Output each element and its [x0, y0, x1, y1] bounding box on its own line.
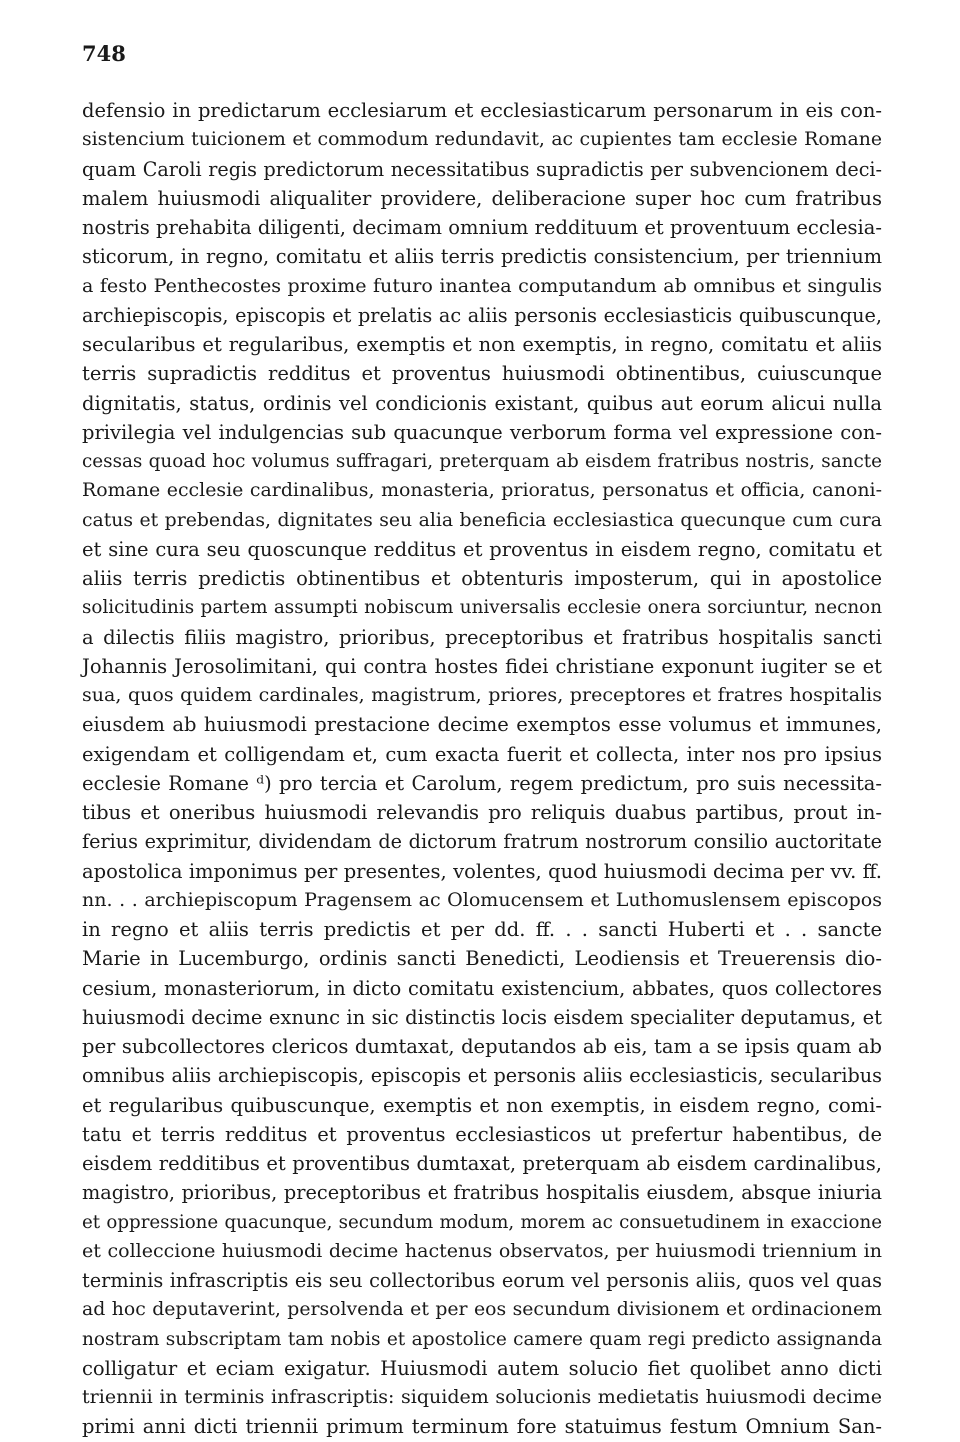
text-line: dignitatis, status, ordinis vel condicionis existant, quibus aut eorum alicui nulla [82, 391, 882, 415]
text-line: apostolica imponimus per presentes, volentes, quod huiusmodi decima per vv. ff. [82, 859, 882, 883]
text-line: sua, quos quidem cardinales, magistrum, priores, preceptores et fratres hospitalis [82, 684, 882, 706]
text-line: a dilectis filiis magistro, prioribus, preceptoribus et fratribus hospitalis sancti [82, 625, 882, 649]
text-line: cesium, monasteriorum, in dicto comitatu existencium, abbates, quos collectores [82, 976, 882, 1000]
text-line: et sine cura seu quoscunque redditus et proventus in eisdem regno, comitatu et [82, 537, 882, 561]
text-line: eiusdem ab huiusmodi prestacione decime exemptos esse volumus et immunes, [82, 713, 882, 737]
text-line: ecclesie Romane ᵈ) pro tercia et Carolum, regem predictum, pro suis necessita- [82, 771, 882, 795]
text-line: et colleccione huiusmodi decime hactenus observatos, per huiusmodi triennium in [82, 1239, 882, 1262]
text-line: secularibus et regularibus, exemptis et non exemptis, in regno, comitatu et aliis [82, 333, 882, 356]
text-line: terminis infrascriptis eis seu collectoribus eorum vel personis aliis, quos vel quas [82, 1269, 882, 1292]
text-line: sistencium tuicionem et commodum redundavit, ac cupientes tam ecclesie Romane [82, 129, 882, 151]
text-line: exigendam et colligendam et, cum exacta fuerit et collecta, inter nos pro ipsius [82, 742, 882, 766]
text-line: archiepiscopis, episcopis et prelatis ac aliis personis ecclesiasticis quibuscunque, [82, 303, 882, 327]
text-line: in regno et aliis terris predictis et per dd. ff. . . sancti Huberti et . . sancte [82, 918, 882, 941]
text-line: et regularibus quibuscunque, exemptis et non exemptis, in eisdem regno, comi- [82, 1093, 882, 1117]
text-line: per subcollectores clericos dumtaxat, deputandos ab eis, tam a se ipsis quam ab [82, 1035, 882, 1058]
text-line: malem huiusmodi aliqualiter providere, deliberacione super hoc cum fratribus [82, 186, 882, 210]
text-line: aliis terris predictis obtinentibus et obtenturis imposterum, qui in apostolice [82, 567, 882, 590]
text-line: omnibus aliis archiepiscopis, episcopis et personis aliis ecclesiasticis, secularibus [82, 1064, 882, 1088]
text-line: Johannis Jerosolimitani, qui contra hostes fidei christiane exponunt iugiter se et [82, 654, 882, 678]
text-line: nn. . . archiepiscopum Pragensem ac Olomucensem et Luthomuslensem episcopos [82, 888, 882, 911]
text-line: ad hoc deputaverint, persolvenda et per eos secundum divisionem et ordinacionem [82, 1299, 882, 1321]
text-line: eisdem redditibus et proventibus dumtaxat, preterquam ab eisdem cardinalibus, [82, 1152, 882, 1175]
text-line: Romane ecclesie cardinalibus, monasteria, prioratus, personatus et officia, canoni- [82, 479, 882, 502]
text-line: a festo Penthecostes proxime futuro inantea computandum ab omnibus et singulis [82, 274, 882, 297]
text-line: tibus et oneribus huiusmodi relevandis pro reliquis duabus partibus, prout in- [82, 801, 882, 824]
text-line: ferius exprimitur, dividendam de dictorum fratrum nostrorum consilio auctoritate [82, 830, 882, 854]
body-text [82, 96, 882, 1442]
text-line: sticorum, in regno, comitatu et aliis terris predictis consistencium, per triennium [82, 245, 882, 269]
text-line: catus et prebendas, dignitates seu alia beneficia ecclesiastica quecunque cum cura [82, 509, 882, 531]
text-line: nostram subscriptam tam nobis et apostolice camere quam regi predicto assignanda [82, 1328, 882, 1350]
text-line: cessas quoad hoc volumus suffragari, preterquam ab eisdem fratribus nostris, sancte [82, 451, 882, 472]
text-line: Marie in Lucemburgo, ordinis sancti Benedicti, Leodiensis et Treuerensis dio- [82, 947, 882, 971]
text-line: triennii in terminis infrascriptis: siquidem solucionis medietatis huiusmodi decime [82, 1386, 882, 1408]
text-line: terris supradictis redditus et proventus huiusmodi obtinentibus, cuiuscunque [82, 362, 882, 386]
text-line: defensio in predictarum ecclesiarum et ecclesiasticarum personarum in eis con- [82, 99, 882, 122]
text-line: et oppressione quacunque, secundum modum, morem ac consuetudinem in exaccione [82, 1211, 882, 1233]
text-line: nostris prehabita diligenti, decimam omnium reddituum et proventuum ecclesia- [82, 216, 882, 239]
text-line: colligatur et eciam exigatur. Huiusmodi autem solucio fiet quolibet anno dicti [82, 1356, 882, 1380]
text-line: quam Caroli regis predictorum necessitatibus supradictis per subvencionem deci- [82, 157, 882, 181]
text-line: huiusmodi decime exnunc in sic distinctis locis eisdem specialiter deputamus, et [82, 1005, 882, 1029]
text-line: magistro, prioribus, preceptoribus et fratribus hospitalis eiusdem, absque iniuria [82, 1181, 882, 1205]
text-line: privilegia vel indulgencias sub quacunque verborum forma vel expressione con- [82, 420, 882, 444]
text-line: solicitudinis partem assumpti nobiscum universalis ecclesie onera sorciuntur, necnon [82, 597, 882, 619]
text-line: tatu et terris redditus et proventus ecclesiasticos ut prefertur habentibus, de [82, 1122, 882, 1146]
page-number: 748 [82, 41, 126, 66]
text-line: primi anni dicti triennii primum terminum fore statuimus festum Omnium San- [82, 1415, 882, 1439]
